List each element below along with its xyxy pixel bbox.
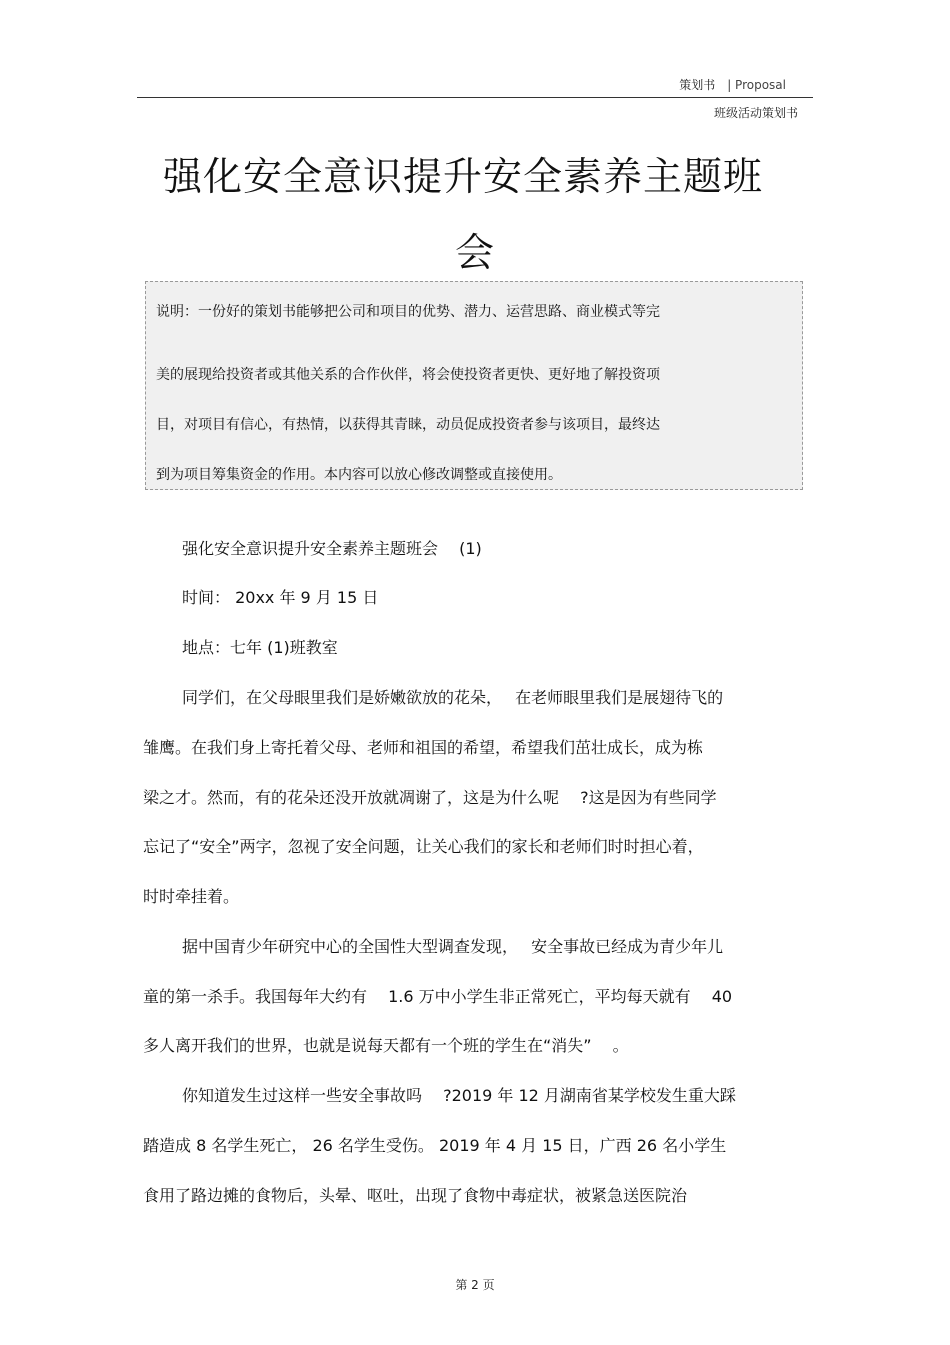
body-line: 多人离开我们的世界，也就是说每天都有一个班的学生在“消失” 。 (143, 1036, 629, 1055)
note-line: 美的展现给投资者或其他关系的合作伙伴，将会使投资者更快、更好地了解投资项 (156, 367, 660, 383)
body-line: 你知道发生过这样一些安全事故吗 ?2019 年 12 月湖南省某学校发生重大踩 (182, 1086, 736, 1105)
body-place: 地点：七年 (1)班教室 (182, 638, 338, 657)
header-label-cn: 策划书 (679, 78, 716, 92)
body-line: 雏鹰。在我们身上寄托着父母、老师和祖国的希望，希望我们茁壮成长，成为栋 (143, 738, 704, 757)
body-line: 同学们，在父母眼里我们是娇嫩欲放的花朵， 在老师眼里我们是展翅待飞的 (182, 688, 724, 707)
body-line: 时时牵挂着。 (143, 887, 240, 906)
note-line: 到为项目筹集资金的作用。本内容可以放心修改调整或直接使用。 (156, 467, 562, 483)
header-label-en: | Proposal (727, 78, 786, 92)
page-title-line-2: 会 (455, 231, 495, 276)
note-line: 说明：一份好的策划书能够把公司和项目的优势、潜力、运营思路、商业模式等完 (156, 304, 660, 320)
header-subtitle: 班级活动策划书 (713, 106, 798, 120)
body-line: 童的第一杀手。我国每年大约有 1.6 万中小学生非正常死亡，平均每天就有 40 (143, 987, 733, 1006)
note-line: 目，对项目有信心，有热情，以获得其青睐，动员促成投资者参与该项目，最终达 (156, 417, 660, 433)
body-line: 踏造成 8 名学生死亡， 26 名学生受伤。 2019 年 4 月 15 日，广西 26 名小学生 (143, 1136, 727, 1155)
header-divider (137, 97, 813, 98)
body-time: 时间： 20xx 年 9 月 15 日 (182, 588, 379, 607)
note-box (145, 281, 803, 490)
body-line: 梁之才。然而，有的花朵还没开放就凋谢了，这是为什么呢 ?这是因为有些同学 (143, 788, 717, 807)
page-title-line-1: 强化安全意识提升安全素养主题班 (163, 155, 764, 200)
header-doc-type (679, 76, 792, 93)
body-line: 忘记了“安全”两字，忽视了安全问题，让关心我们的家长和老师们时时担心着， (143, 837, 704, 856)
body-line: 食用了路边摊的食物后，头晕、呕吐，出现了食物中毒症状，被紧急送医院治 (143, 1186, 688, 1205)
body-line: 据中国青少年研究中心的全国性大型调查发现， 安全事故已经成为青少年儿 (182, 937, 724, 956)
page-number: 第 2 页 (455, 1278, 495, 1292)
body-heading: 强化安全意识提升安全素养主题班会 (1) (182, 539, 482, 558)
